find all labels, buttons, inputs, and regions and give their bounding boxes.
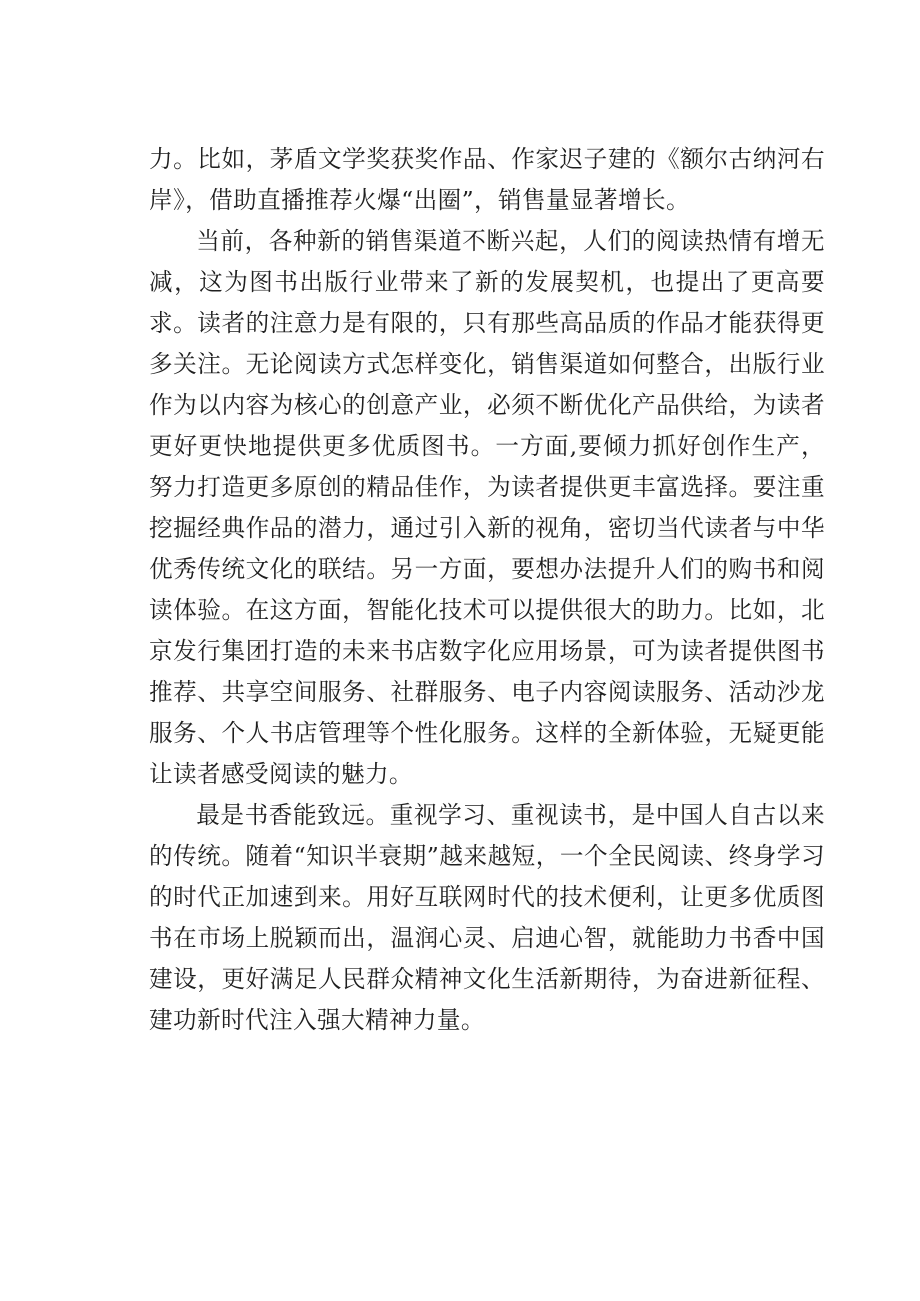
paragraph-sales-channels: 当前，各种新的销售渠道不断兴起，人们的阅读热情有增无减，这为图书出版行业带来了新的发展契机，也提出了更高要求。读者的注意力是有限的，只有那些高品质的作品才能获得更多关注。无论阅读方式怎样变化，销售渠道如何整合，出版行业作为以内容为核心的创意产业，必须不断优化产品供给，为读者更好更快地提供更多优质图书。一方面,要倾力抓好创作生产，努力打造更多原创的精品佳作，为读者提供更丰富选择。要注重挖掘经典作品的潜力，通过引入新的视角，密切当代读者与中华优秀传统文化的联结。另一方面，要想办法提升人们的购书和阅读体验。在这方面，智能化技术可以提供很大的助力。比如，北京发行集团打造的未来书店数字化应用场景，可为读者提供图书推荐、共享空间服务、社群服务、电子内容阅读服务、活动沙龙服务、个人书店管理等个性化服务。这样的全新体验，无疑更能让读者感受阅读的魅力。 xyxy=(149,227,825,788)
article-body xyxy=(149,139,825,1041)
paragraph-conclusion: 最是书香能致远。重视学习、重视读书，是中国人自古以来的传统。随着“知识半衰期”越来越短，一个全民阅读、终身学习的时代正加速到来。用好互联网时代的技术便利，让更多优质图书在市场上脱颖而出，温润心灵、启迪心智，就能助力书香中国建设，更好满足人民群众精神文化生活新期待，为奋进新征程、建功新时代注入强大精神力量。 xyxy=(149,801,825,1034)
paragraph-continued: 力。比如，茅盾文学奖获奖作品、作家迟子建的《额尔古纳河右岸》，借助直播推荐火爆“出圈”，销售量显著增长。 xyxy=(149,145,825,214)
